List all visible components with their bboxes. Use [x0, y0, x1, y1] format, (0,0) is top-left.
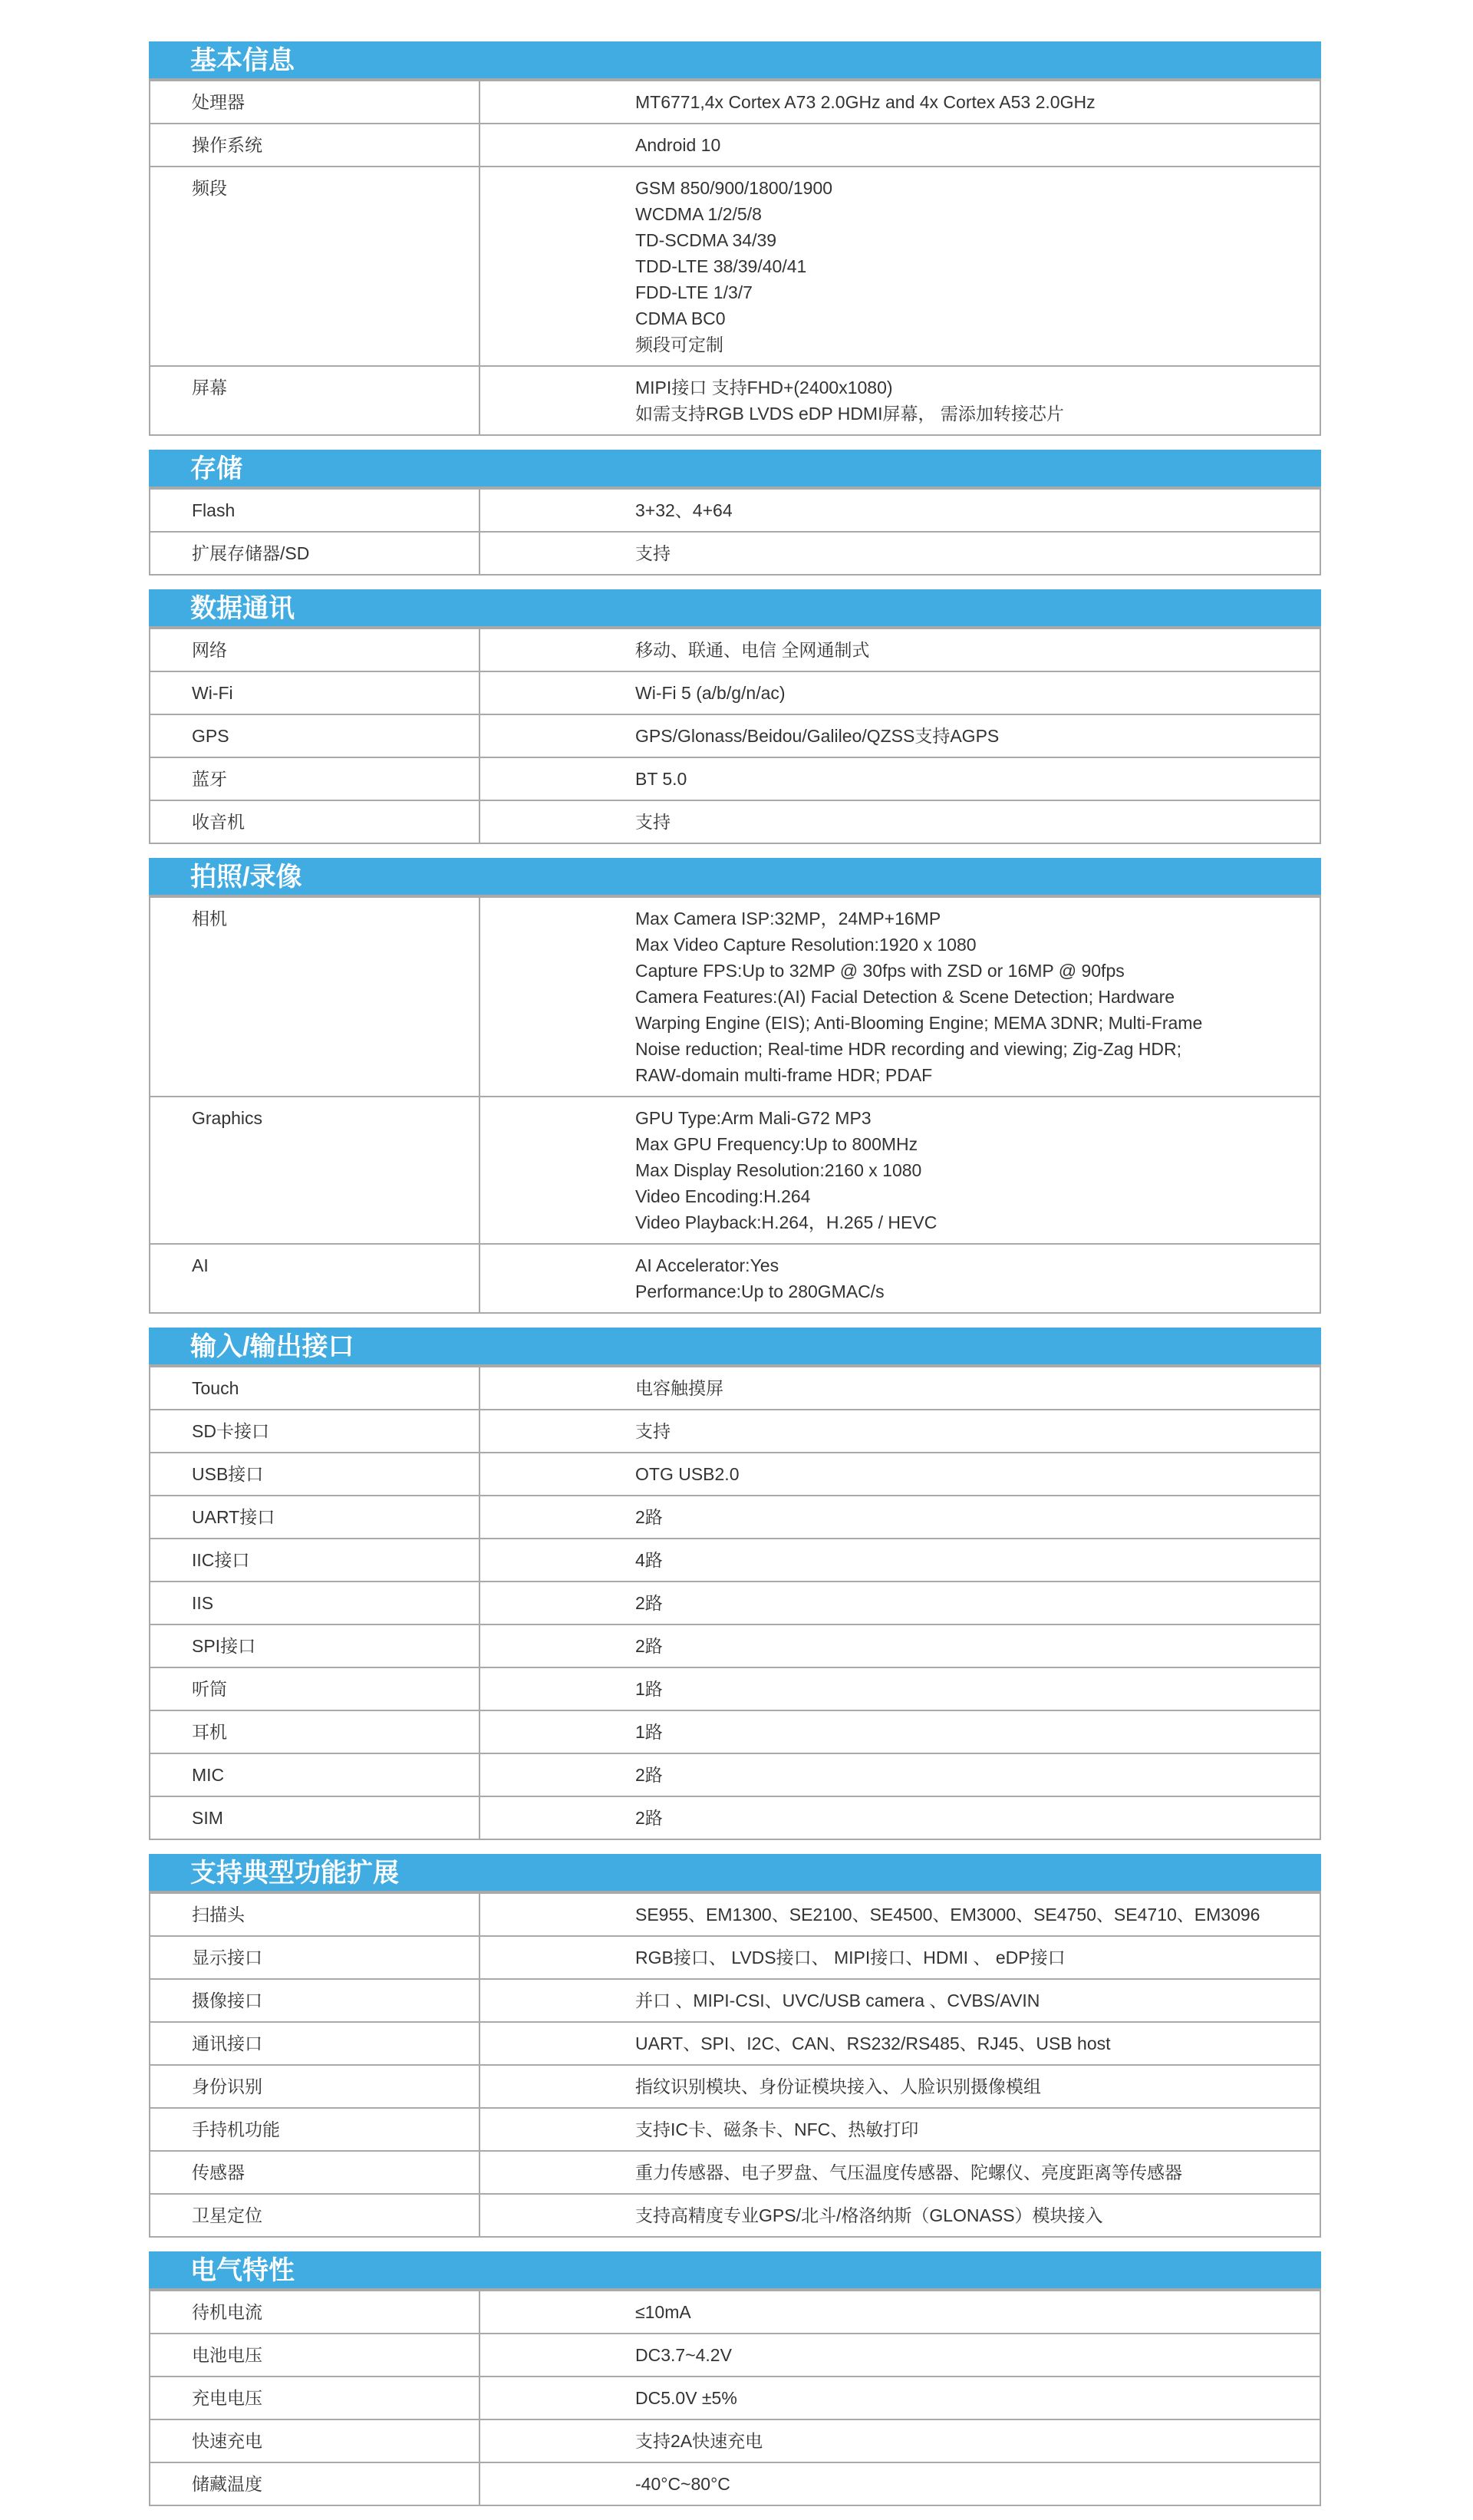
spec-row [150, 2021, 1320, 2064]
spec-row [150, 1978, 1320, 2021]
spec-value [480, 1980, 1320, 2021]
spec-label: Wi-Fi [150, 672, 480, 714]
spec-value-line: 指纹识别模块、身份证模块接入、人脸识别摄像模组 [635, 2076, 1041, 2096]
spec-value-line: Noise reduction; Real-time HDR recording and viewing; Zig-Zag HDR; [635, 1039, 1181, 1059]
spec-label: IIS [150, 1582, 480, 1624]
spec-label: SD卡接口 [150, 1410, 480, 1452]
spec-row [150, 365, 1320, 434]
spec-row [150, 1753, 1320, 1796]
spec-value-line: Camera Features:(AI) Facial Detection & Scene Detection; Hardware [635, 987, 1175, 1007]
spec-value [480, 1937, 1320, 1978]
spec-label: 电池电压 [150, 2334, 480, 2376]
spec-value [480, 898, 1320, 1096]
spec-value-line: Capture FPS:Up to 32MP @ 30fps with ZSD or 16MP @ 90fps [635, 961, 1125, 981]
spec-value [480, 2334, 1320, 2376]
spec-label: 操作系统 [150, 124, 480, 166]
spec-value-line: GPS/Glonass/Beidou/Galileo/QZSS支持AGPS [635, 726, 1000, 746]
spec-label: 显示接口 [150, 1937, 480, 1978]
spec-label: 耳机 [150, 1711, 480, 1753]
spec-label: 相机 [150, 898, 480, 1096]
spec-row [150, 1710, 1320, 1753]
spec-value-line: 支持高精度专业GPS/北斗/格洛纳斯（GLONASS）模块接入 [635, 2205, 1103, 2225]
spec-label: SPI接口 [150, 1625, 480, 1667]
spec-value [480, 367, 1320, 434]
spec-row [150, 80, 1320, 123]
spec-label: 卫星定位 [150, 2195, 480, 2236]
spec-value-line: Max GPU Frequency:Up to 800MHz [635, 1134, 918, 1154]
spec-row [150, 1243, 1320, 1312]
spec-section [149, 858, 1321, 1314]
spec-value-line: 支持 [635, 543, 671, 563]
spec-value [480, 1625, 1320, 1667]
spec-value [480, 2377, 1320, 2419]
spec-value [480, 715, 1320, 757]
spec-label: SIM [150, 1797, 480, 1839]
spec-value-line: 2路 [635, 1593, 663, 1613]
spec-value [480, 1582, 1320, 1624]
spec-row [150, 1452, 1320, 1495]
spec-value [480, 2195, 1320, 2236]
spec-row [150, 1538, 1320, 1581]
spec-row [150, 2333, 1320, 2376]
spec-label: 充电电压 [150, 2377, 480, 2419]
spec-value-line: Android 10 [635, 135, 721, 155]
spec-row [150, 1892, 1320, 1935]
spec-row [150, 896, 1320, 1096]
spec-value-line: GPU Type:Arm Mali-G72 MP3 [635, 1108, 872, 1128]
spec-row [150, 714, 1320, 757]
spec-row [150, 2193, 1320, 2236]
spec-value-line: 并口 、MIPI-CSI、UVC/USB camera 、CVBS/AVIN [635, 1991, 1040, 2010]
spec-value-line: 1路 [635, 1679, 663, 1699]
spec-label: 传感器 [150, 2152, 480, 2193]
spec-label: 屏幕 [150, 367, 480, 434]
spec-value [480, 1367, 1320, 1409]
spec-label: USB接口 [150, 1453, 480, 1495]
spec-value-line: RGB接口、 LVDS接口、 MIPI接口、HDMI 、 eDP接口 [635, 1948, 1066, 1968]
spec-label: 摄像接口 [150, 1980, 480, 2021]
spec-value [480, 81, 1320, 123]
spec-value [480, 533, 1320, 574]
spec-label: 蓝牙 [150, 758, 480, 800]
spec-label: Graphics [150, 1097, 480, 1243]
spec-label: 待机电流 [150, 2291, 480, 2333]
spec-value-line: UART、SPI、I2C、CAN、RS232/RS485、RJ45、USB host [635, 2033, 1111, 2053]
spec-label: MIC [150, 1754, 480, 1796]
section-title: 支持典型功能扩展 [149, 1854, 1321, 1892]
spec-label: UART接口 [150, 1496, 480, 1538]
section-title: 拍照/录像 [149, 858, 1321, 896]
spec-value [480, 1453, 1320, 1495]
spec-value-line: Wi-Fi 5 (a/b/g/n/ac) [635, 683, 786, 703]
spec-value [480, 629, 1320, 671]
section-title: 数据通讯 [149, 589, 1321, 628]
spec-value-line: 重力传感器、电子罗盘、气压温度传感器、陀螺仪、亮度距离等传感器 [635, 2162, 1182, 2182]
spec-label: 收音机 [150, 801, 480, 843]
spec-label: IIC接口 [150, 1539, 480, 1581]
spec-value-line: WCDMA 1/2/5/8 [635, 204, 762, 224]
spec-value [480, 490, 1320, 531]
spec-label: 通讯接口 [150, 2023, 480, 2064]
spec-value-line: 4路 [635, 1550, 663, 1570]
spec-label: 手持机功能 [150, 2109, 480, 2150]
spec-value-line: RAW-domain multi-frame HDR; PDAF [635, 1065, 933, 1085]
spec-value-line: 支持 [635, 812, 671, 832]
spec-row [150, 488, 1320, 531]
spec-section [149, 450, 1321, 576]
spec-value-line: Max Video Capture Resolution:1920 x 1080 [635, 935, 977, 955]
spec-value-line: OTG USB2.0 [635, 1464, 740, 1484]
spec-value-line: Video Playback:H.264，H.265 / HEVC [635, 1212, 938, 1232]
spec-value-line: 频段可定制 [635, 335, 723, 355]
spec-label: 快速充电 [150, 2420, 480, 2462]
spec-value-line: MIPI接口 支持FHD+(2400x1080) [635, 378, 893, 397]
spec-value-line: 移动、联通、电信 全网通制式 [635, 640, 870, 660]
spec-value-line: BT 5.0 [635, 769, 687, 789]
spec-label: 听筒 [150, 1668, 480, 1710]
spec-value-line: Max Camera ISP:32MP，24MP+16MP [635, 909, 941, 929]
spec-row [150, 1495, 1320, 1538]
spec-sheet [149, 41, 1321, 2520]
section-title: 电气特性 [149, 2251, 1321, 2290]
spec-value-line: 1路 [635, 1722, 663, 1742]
spec-label: 处理器 [150, 81, 480, 123]
spec-row [150, 757, 1320, 800]
spec-row [150, 1935, 1320, 1978]
spec-row [150, 628, 1320, 671]
spec-row [150, 2107, 1320, 2150]
spec-value-line: FDD-LTE 1/3/7 [635, 282, 753, 302]
spec-value-line: CDMA BC0 [635, 308, 726, 328]
spec-value [480, 2463, 1320, 2505]
spec-row [150, 531, 1320, 574]
spec-value [480, 1894, 1320, 1935]
spec-value-line: 支持IC卡、磁条卡、NFC、热敏打印 [635, 2119, 919, 2139]
spec-value-line: 2路 [635, 1507, 663, 1527]
spec-label: Touch [150, 1367, 480, 1409]
spec-value-line: 3+32、4+64 [635, 500, 733, 520]
spec-row [150, 166, 1320, 365]
spec-value-line: 支持 [635, 1421, 671, 1441]
spec-value [480, 1711, 1320, 1753]
spec-row [150, 2290, 1320, 2333]
spec-value-line: GSM 850/900/1800/1900 [635, 178, 833, 198]
spec-row [150, 671, 1320, 714]
spec-label: AI [150, 1245, 480, 1312]
spec-value-line: 电容触摸屏 [635, 1378, 723, 1398]
spec-value [480, 2420, 1320, 2462]
spec-value [480, 167, 1320, 365]
spec-value [480, 758, 1320, 800]
spec-section [149, 1854, 1321, 2238]
spec-value [480, 2066, 1320, 2107]
spec-row [150, 2150, 1320, 2193]
spec-value-line: TDD-LTE 38/39/40/41 [635, 256, 807, 276]
spec-value [480, 1754, 1320, 1796]
spec-label: 扫描头 [150, 1894, 480, 1935]
spec-row [150, 1409, 1320, 1452]
spec-value-line: MT6771,4x Cortex A73 2.0GHz and 4x Cortex A53 2.0GHz [635, 92, 1096, 112]
spec-row [150, 1581, 1320, 1624]
spec-section [149, 589, 1321, 844]
spec-value [480, 1245, 1320, 1312]
spec-value-line: DC3.7~4.2V [635, 2345, 732, 2365]
spec-value-line: 如需支持RGB LVDS eDP HDMI屏幕， 需添加转接芯片 [635, 404, 1064, 424]
spec-value [480, 2291, 1320, 2333]
spec-value-line: TD-SCDMA 34/39 [635, 230, 777, 250]
spec-value-line: 2路 [635, 1808, 663, 1828]
spec-row [150, 2376, 1320, 2419]
spec-value-line: 支持2A快速充电 [635, 2431, 763, 2451]
spec-section [149, 2251, 1321, 2506]
section-title: 输入/输出接口 [149, 1328, 1321, 1366]
section-title: 基本信息 [149, 41, 1321, 80]
spec-value [480, 1496, 1320, 1538]
spec-row [150, 800, 1320, 843]
spec-label: 身份识别 [150, 2066, 480, 2107]
spec-row [150, 1796, 1320, 1839]
spec-value [480, 1410, 1320, 1452]
spec-label: Flash [150, 490, 480, 531]
spec-value-line: 2路 [635, 1636, 663, 1656]
spec-row [150, 1096, 1320, 1243]
spec-value [480, 1668, 1320, 1710]
spec-row [150, 2064, 1320, 2107]
spec-value-line: 2路 [635, 1765, 663, 1785]
spec-value-line: Performance:Up to 280GMAC/s [635, 1281, 885, 1301]
spec-row [150, 123, 1320, 166]
spec-row [150, 1366, 1320, 1409]
spec-section [149, 1328, 1321, 1840]
spec-row [150, 2419, 1320, 2462]
spec-row [150, 1624, 1320, 1667]
spec-value [480, 1539, 1320, 1581]
spec-value-line: -40°C~80°C [635, 2474, 730, 2494]
spec-value-line: AI Accelerator:Yes [635, 1255, 779, 1275]
spec-label: 频段 [150, 167, 480, 365]
section-title: 存储 [149, 450, 1321, 488]
spec-value-line: Warping Engine (EIS); Anti-Blooming Engine; MEMA 3DNR; Multi-Frame [635, 1013, 1203, 1033]
spec-row [150, 1667, 1320, 1710]
spec-value [480, 124, 1320, 166]
spec-value [480, 2023, 1320, 2064]
spec-value-line: Max Display Resolution:2160 x 1080 [635, 1160, 922, 1180]
spec-value [480, 1797, 1320, 1839]
spec-label: 网络 [150, 629, 480, 671]
spec-label: 储藏温度 [150, 2463, 480, 2505]
spec-section [149, 41, 1321, 436]
spec-label: 扩展存储器/SD [150, 533, 480, 574]
spec-value-line: ≤10mA [635, 2302, 691, 2322]
spec-value [480, 2109, 1320, 2150]
spec-value-line: SE955、EM1300、SE2100、SE4500、EM3000、SE4750、SE4710、EM3096 [635, 1905, 1260, 1925]
spec-value-line: Video Encoding:H.264 [635, 1186, 811, 1206]
spec-value [480, 801, 1320, 843]
spec-row [150, 2462, 1320, 2505]
spec-value-line: DC5.0V ±5% [635, 2388, 737, 2408]
spec-value [480, 2152, 1320, 2193]
spec-value [480, 672, 1320, 714]
spec-value [480, 1097, 1320, 1243]
spec-label: GPS [150, 715, 480, 757]
